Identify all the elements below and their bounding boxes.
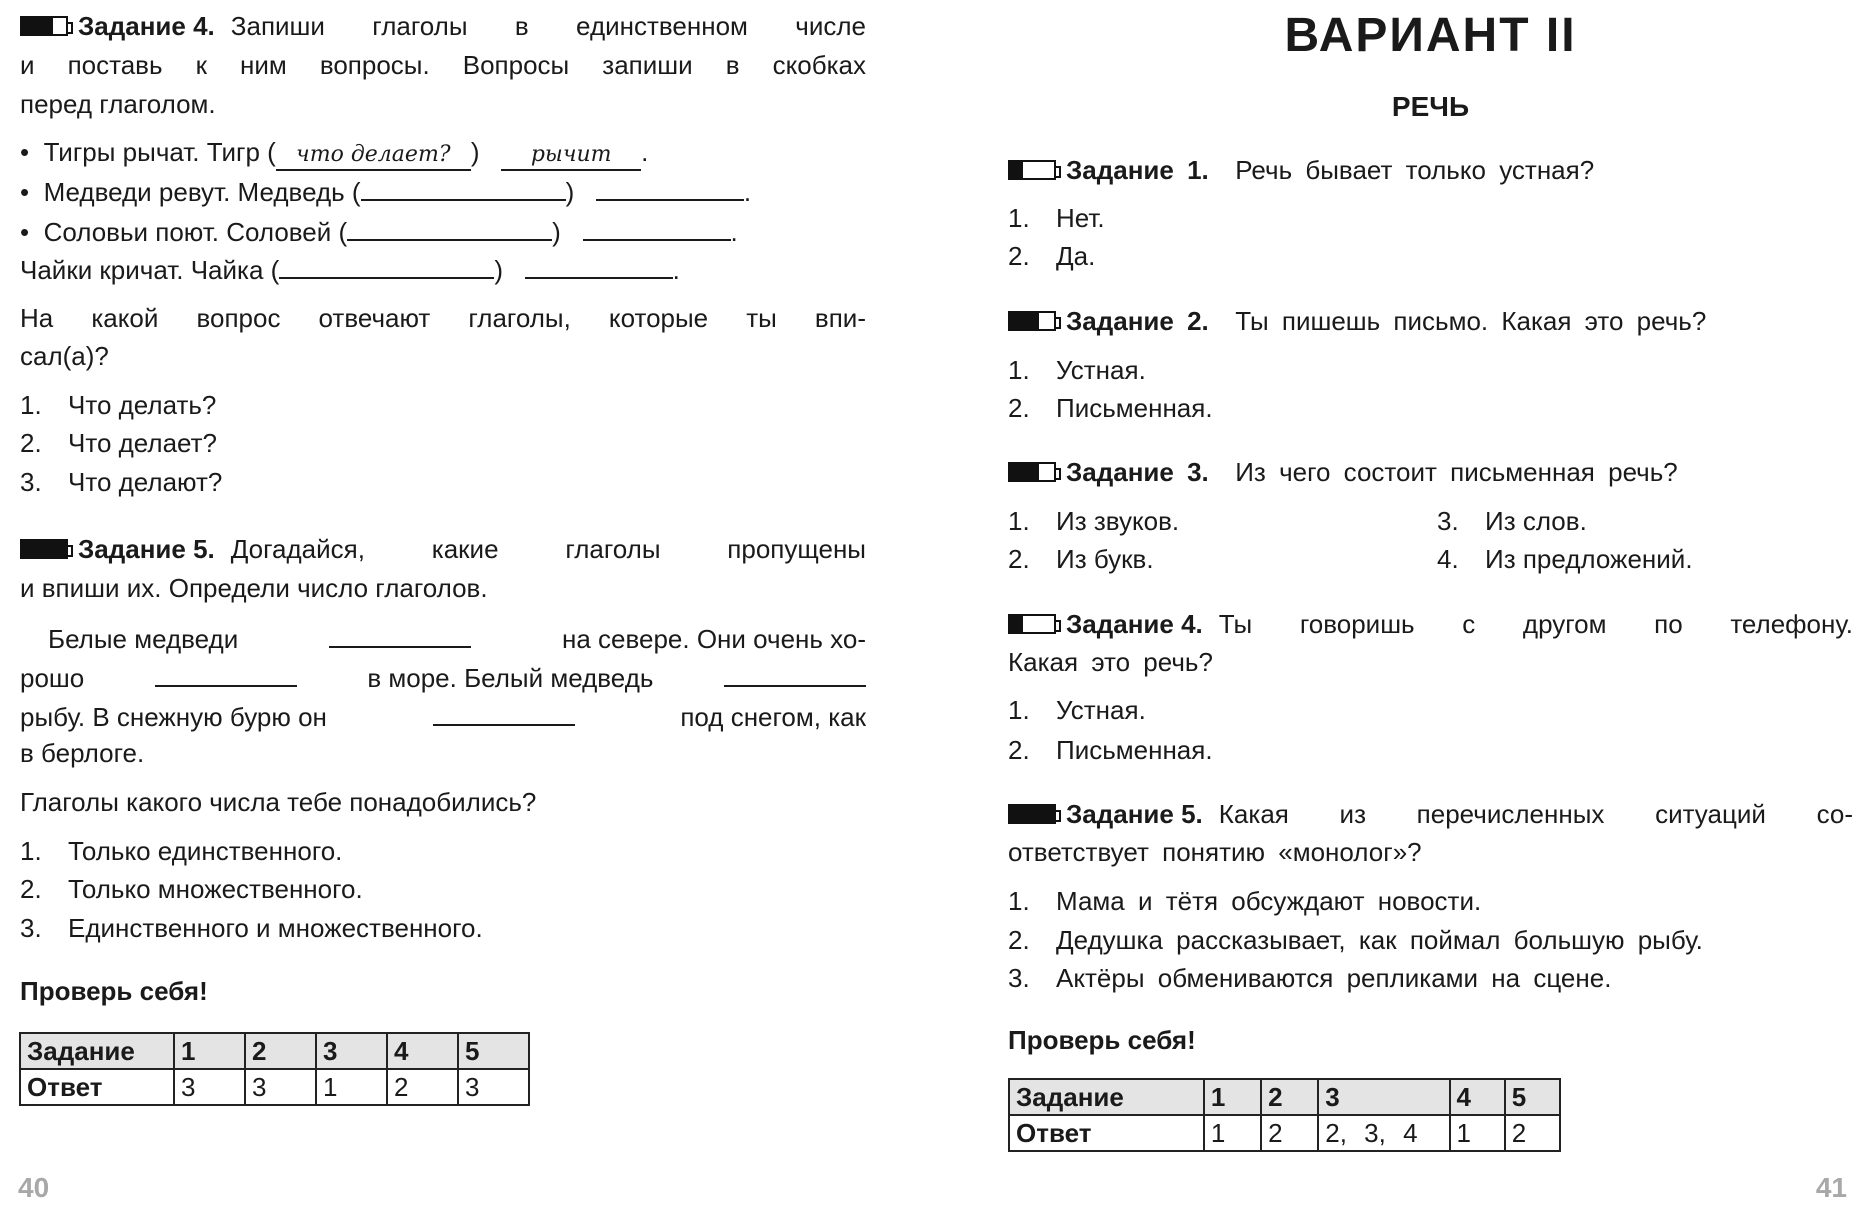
task-text: Из чего состоит письменная речь? bbox=[1235, 457, 1678, 487]
bullet: • bbox=[20, 137, 30, 167]
option-text: Дедушка рассказывает, как поймал большую рыбу. bbox=[1056, 925, 1703, 955]
table-row bbox=[20, 1069, 529, 1105]
row-text: Медведи ревут. Медведь ( bbox=[43, 177, 361, 207]
option-number: 1. bbox=[1008, 695, 1030, 725]
task-label: Задание 4. bbox=[1066, 609, 1203, 639]
option-text: Нет. bbox=[1056, 203, 1105, 233]
task-text: Какая это речь? bbox=[1008, 647, 1213, 677]
option-number: 2. bbox=[1008, 241, 1030, 271]
option-text: Из звуков. bbox=[1056, 506, 1180, 536]
option-number: 2. bbox=[1008, 735, 1030, 765]
option-number: 1. bbox=[1008, 355, 1030, 385]
task5-heading bbox=[20, 530, 866, 569]
table-cell: 2 bbox=[245, 1033, 316, 1069]
page-number: 40 bbox=[18, 1172, 50, 1203]
text-fragment: на севере. Они очень хо- bbox=[561, 624, 866, 654]
difficulty-battery-icon bbox=[20, 539, 68, 559]
page-number: 41 bbox=[1815, 1172, 1847, 1203]
row-text: Чайки кричат. Чайка ( bbox=[20, 255, 280, 285]
table-cell: Задание bbox=[1009, 1079, 1204, 1115]
answers-table bbox=[19, 1032, 530, 1106]
option-text: Что делают? bbox=[68, 467, 223, 497]
task-text: и впиши их. Определи число глаголов. bbox=[20, 573, 488, 603]
answers-table bbox=[1008, 1078, 1561, 1152]
answer-option[interactable] bbox=[1008, 540, 1408, 579]
section-title: РЕЧЬ bbox=[1391, 91, 1470, 122]
text-line bbox=[20, 696, 866, 735]
option-text: Актёры обмениваются репликами на сцене. bbox=[1056, 963, 1612, 993]
bullet: • bbox=[20, 217, 30, 247]
table-cell: 1 bbox=[1450, 1115, 1505, 1151]
exercise-row bbox=[20, 133, 866, 172]
option-text: Что делает? bbox=[68, 428, 217, 458]
table-cell: 2 bbox=[1261, 1115, 1318, 1151]
text-line bbox=[20, 618, 866, 657]
table-cell: 3 bbox=[1318, 1079, 1449, 1115]
answer-option[interactable] bbox=[1008, 502, 1408, 541]
task-label: Задание 5. bbox=[1066, 799, 1203, 829]
difficulty-battery-icon bbox=[1008, 160, 1056, 180]
option-number: 4. bbox=[1437, 544, 1459, 574]
task-text: ответствует понятию «монолог»? bbox=[1008, 837, 1422, 867]
task-text: Ты пишешь письмо. Какая это речь? bbox=[1235, 306, 1707, 336]
option-text: Письменная. bbox=[1056, 735, 1213, 765]
task4-heading bbox=[20, 7, 866, 46]
text-line: в берлоге. bbox=[20, 738, 145, 768]
answer-option[interactable] bbox=[1008, 199, 1853, 238]
exercise-row bbox=[20, 171, 866, 210]
task-text: Ты говоришь с другом по телефону. bbox=[1218, 609, 1853, 639]
row-text: ) bbox=[494, 255, 503, 285]
task-label: Задание 2. bbox=[1066, 306, 1209, 336]
option-text: Только единственного. bbox=[68, 836, 343, 866]
option-number: 2. bbox=[20, 874, 42, 904]
option-number: 2. bbox=[1008, 925, 1030, 955]
option-number: 2. bbox=[1008, 544, 1030, 574]
option-text: Единственного и множественного. bbox=[68, 913, 483, 943]
task3-heading bbox=[1008, 453, 1853, 492]
answer-option[interactable] bbox=[1008, 237, 1853, 276]
question-text: Глаголы какого числа тебе понадобились? bbox=[20, 787, 537, 817]
table-cell: 1 bbox=[1204, 1079, 1261, 1115]
option-text: Устная. bbox=[1056, 695, 1146, 725]
row-text: Тигры рычат. Тигр ( bbox=[43, 137, 276, 167]
verb-blank[interactable] bbox=[525, 249, 673, 279]
table-header-row bbox=[20, 1033, 529, 1069]
text-fragment: Белые медведи bbox=[48, 624, 239, 654]
question-blank[interactable] bbox=[347, 211, 552, 241]
difficulty-battery-icon bbox=[1008, 804, 1056, 824]
option-text: Из букв. bbox=[1056, 544, 1154, 574]
table-cell: 3 bbox=[245, 1069, 316, 1105]
task-text: и поставь к ним вопросы. Вопросы запиши в скобках bbox=[20, 50, 866, 80]
table-cell: 2 bbox=[1261, 1079, 1318, 1115]
exercise-row bbox=[20, 211, 866, 250]
table-cell: 3 bbox=[316, 1033, 387, 1069]
task5-heading bbox=[1008, 795, 1853, 834]
verb-blank[interactable] bbox=[596, 171, 744, 201]
variant-title: ВАРИАНТ II bbox=[1284, 9, 1577, 62]
table-cell: 5 bbox=[1505, 1079, 1560, 1115]
option-number: 3. bbox=[20, 467, 42, 497]
difficulty-battery-icon bbox=[1008, 462, 1056, 482]
table-cell: 1 bbox=[1204, 1115, 1261, 1151]
row-text: ) bbox=[552, 217, 561, 247]
check-yourself-title: Проверь себя! bbox=[20, 976, 208, 1006]
task-label: Задание 1. bbox=[1066, 155, 1209, 185]
option-number: 3. bbox=[20, 913, 42, 943]
table-row bbox=[1009, 1115, 1560, 1151]
task1-heading bbox=[1008, 151, 1853, 190]
task-label: Задание 5. bbox=[78, 534, 215, 564]
answer-option[interactable] bbox=[1008, 959, 1853, 998]
answer-option[interactable] bbox=[20, 832, 866, 871]
option-number: 3. bbox=[1437, 506, 1459, 536]
table-header-row bbox=[1009, 1079, 1560, 1115]
table-cell: Ответ bbox=[20, 1069, 174, 1105]
answer-option[interactable] bbox=[20, 909, 866, 948]
difficulty-battery-icon bbox=[20, 16, 68, 36]
option-number: 2. bbox=[20, 428, 42, 458]
task4-heading bbox=[1008, 605, 1853, 644]
answer-option[interactable] bbox=[1437, 502, 1837, 541]
answer-option[interactable] bbox=[20, 463, 866, 502]
bullet: • bbox=[20, 177, 30, 207]
answer-option[interactable] bbox=[1008, 351, 1853, 390]
task-text: перед глаголом. bbox=[20, 89, 216, 119]
row-text: ) bbox=[470, 137, 480, 167]
option-text: Что делать? bbox=[68, 390, 217, 420]
option-text: Письменная. bbox=[1056, 393, 1213, 423]
task-text: Речь бывает только устная? bbox=[1235, 155, 1595, 185]
table-cell: 1 bbox=[316, 1069, 387, 1105]
answer-option[interactable] bbox=[1008, 691, 1853, 730]
table-cell: 3 bbox=[458, 1069, 529, 1105]
verb-blank[interactable] bbox=[724, 657, 866, 687]
answer-option[interactable] bbox=[1437, 540, 1837, 579]
answer-question-handwritten: что делает? bbox=[276, 141, 471, 171]
check-yourself-title: Проверь себя! bbox=[1008, 1025, 1196, 1055]
question-blank[interactable] bbox=[361, 171, 566, 201]
table-cell: 3 bbox=[174, 1069, 245, 1105]
task-text: Догадайся, какие глаголы пропущены bbox=[230, 534, 866, 564]
option-number: 1. bbox=[20, 836, 42, 866]
option-number: 2. bbox=[1008, 393, 1030, 423]
table-cell: 2 bbox=[387, 1069, 458, 1105]
row-text: Соловьи поют. Соловей ( bbox=[43, 217, 348, 247]
option-number: 1. bbox=[20, 390, 42, 420]
answer-option[interactable] bbox=[1008, 921, 1853, 960]
answer-verb-handwritten: рычит bbox=[501, 141, 641, 171]
text-fragment: рыбу. В снежную бурю он bbox=[20, 702, 327, 732]
table-cell: 4 bbox=[387, 1033, 458, 1069]
table-cell: 2 bbox=[1505, 1115, 1560, 1151]
verb-blank[interactable] bbox=[329, 618, 471, 648]
answer-option[interactable] bbox=[20, 870, 866, 909]
option-number: 1. bbox=[1008, 886, 1030, 916]
difficulty-battery-icon bbox=[1008, 614, 1056, 634]
row-text: ) bbox=[565, 177, 575, 207]
answer-option[interactable] bbox=[1008, 731, 1853, 770]
task-text: Запиши глаголы в единственном числе bbox=[230, 11, 866, 41]
table-cell: 1 bbox=[174, 1033, 245, 1069]
verb-blank[interactable] bbox=[155, 657, 297, 687]
row-text: . bbox=[743, 177, 752, 207]
answer-option[interactable] bbox=[1008, 882, 1853, 921]
row-text: . bbox=[672, 255, 680, 285]
verb-blank[interactable] bbox=[583, 211, 731, 241]
task-label: Задание 3. bbox=[1066, 457, 1209, 487]
option-text: Из слов. bbox=[1485, 506, 1587, 536]
option-text: Да. bbox=[1056, 241, 1096, 271]
difficulty-battery-icon bbox=[1008, 311, 1056, 331]
text-fragment: в море. Белый медведь bbox=[367, 663, 654, 693]
table-cell: 2, 3, 4 bbox=[1318, 1115, 1449, 1151]
question-blank[interactable] bbox=[279, 249, 494, 279]
option-text: Устная. bbox=[1056, 355, 1146, 385]
table-cell: Задание bbox=[20, 1033, 174, 1069]
table-cell: Ответ bbox=[1009, 1115, 1204, 1151]
option-text: Мама и тётя обсуждают новости. bbox=[1056, 886, 1482, 916]
option-text: Только множественного. bbox=[68, 874, 363, 904]
answer-option[interactable] bbox=[1008, 389, 1853, 428]
option-number: 1. bbox=[1008, 506, 1030, 536]
option-number: 3. bbox=[1008, 963, 1030, 993]
option-number: 1. bbox=[1008, 203, 1030, 233]
text-line bbox=[20, 657, 866, 696]
task2-heading bbox=[1008, 302, 1853, 341]
row-text: . bbox=[641, 137, 649, 167]
verb-blank[interactable] bbox=[433, 696, 575, 726]
table-cell: 4 bbox=[1450, 1079, 1505, 1115]
question-text: сал(а)? bbox=[20, 341, 109, 371]
table-cell: 5 bbox=[458, 1033, 529, 1069]
text-fragment: рошо bbox=[20, 663, 85, 693]
text-fragment: под снегом, как bbox=[680, 702, 866, 732]
question-text: На какой вопрос отвечают глаголы, которые ты впи- bbox=[20, 303, 866, 333]
answer-option[interactable] bbox=[20, 386, 866, 425]
task-label: Задание 4. bbox=[78, 11, 215, 41]
task-text: Какая из перечисленных ситуаций со- bbox=[1218, 799, 1853, 829]
option-text: Из предложений. bbox=[1485, 544, 1693, 574]
row-text: . bbox=[730, 217, 738, 247]
exercise-row bbox=[20, 249, 866, 288]
answer-option[interactable] bbox=[20, 424, 866, 463]
